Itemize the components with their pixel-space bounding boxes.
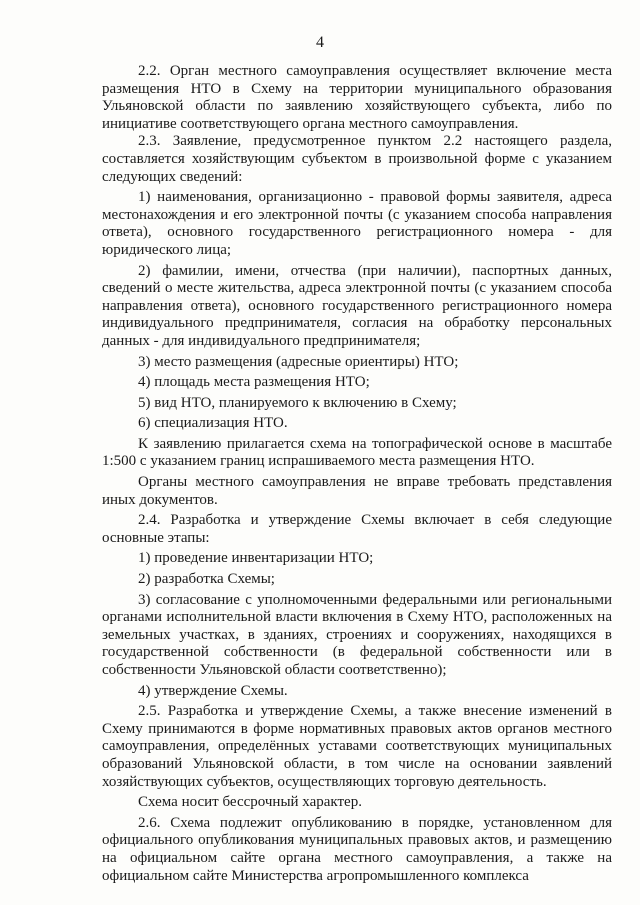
clause-2-4: 2.4. Разработка и утверждение Схемы включает в себя следующие основные этапы: [102, 512, 612, 546]
list-item: 5) вид НТО, планируемого к включению в Схему; [138, 394, 457, 411]
document-body [102, 63, 612, 885]
list-item: 3) место размещения (адресные ориентиры) НТО; [138, 353, 459, 370]
scheme-term-note: Схема носит бессрочный характер. [138, 794, 362, 811]
list-item: 3) согласование с уполномоченными федеральными или региональными органами исполнительной власти включения в Схему НТО, расположенных на земельных участках, в зданиях, строениях и сооружениях, находящихся в государственной собственности (в федеральной собственности или в собственности Ульяновской области соответственно); [102, 591, 612, 678]
attachment-note: К заявлению прилагается схема на топографической основе в масштабе 1:500 с указанием границ испрашиваемого места размещения НТО. [102, 435, 612, 470]
list-item: 6) специализация НТО. [138, 415, 288, 432]
clause-2-5: 2.5. Разработка и утверждение Схемы, а также внесение изменений в Схему принимаются в форме нормативных правовых актов органов местного самоуправления, определённых уставами соответствующих муниципальных образований Ульяновской области, в том числе на основании заявлений хозяйствующих субъектов, осуществляющих торговую деятельность. [102, 703, 612, 790]
list-item: 1) наименования, организационно - правовой формы заявителя, адреса местонахождения и его электронной почты (с указанием способа направления ответа), основного государственного регистрационного номера - для юридического лица; [102, 189, 612, 258]
clause-2-3: 2.3. Заявление, предусмотренное пунктом 2.2 настоящего раздела, составляется хозяйствующим субъектом в произвольной форме с указанием следующих сведений: [102, 133, 612, 185]
list-item: 2) разработка Схемы; [138, 571, 275, 588]
list-item: 4) утверждение Схемы. [138, 682, 288, 699]
clause-2-6: 2.6. Схема подлежит опубликованию в порядке, установленном для официального опубликования муниципальных правовых актов, и размещению на официальном сайте органа местного самоуправления, а также на официальном сайте Министерства агропромышленного комплекса [102, 814, 612, 884]
page-number: 4 [316, 34, 324, 51]
list-item: 4) площадь места размещения НТО; [138, 374, 370, 391]
list-item: 2) фамилии, имени, отчества (при наличии), паспортных данных, сведений о месте жительства, адреса электронной почты (с указанием способа направления ответа), основного государственного регистрационного номера индивидуального предпринимателя, согласия на обработку персональных данных - для индивидуального предпринимателя; [102, 262, 612, 349]
documents-note: Органы местного самоуправления не вправе требовать представления иных документов. [102, 474, 612, 508]
list-item: 1) проведение инвентаризации НТО; [138, 550, 374, 567]
clause-2-2: 2.2. Орган местного самоуправления осуществляет включение места размещения НТО в Схему на территории муниципального образования Ульяновской области по заявлению хозяйствующего субъекта, либо по инициативе соответствующего органа местного самоуправления. [102, 63, 612, 132]
